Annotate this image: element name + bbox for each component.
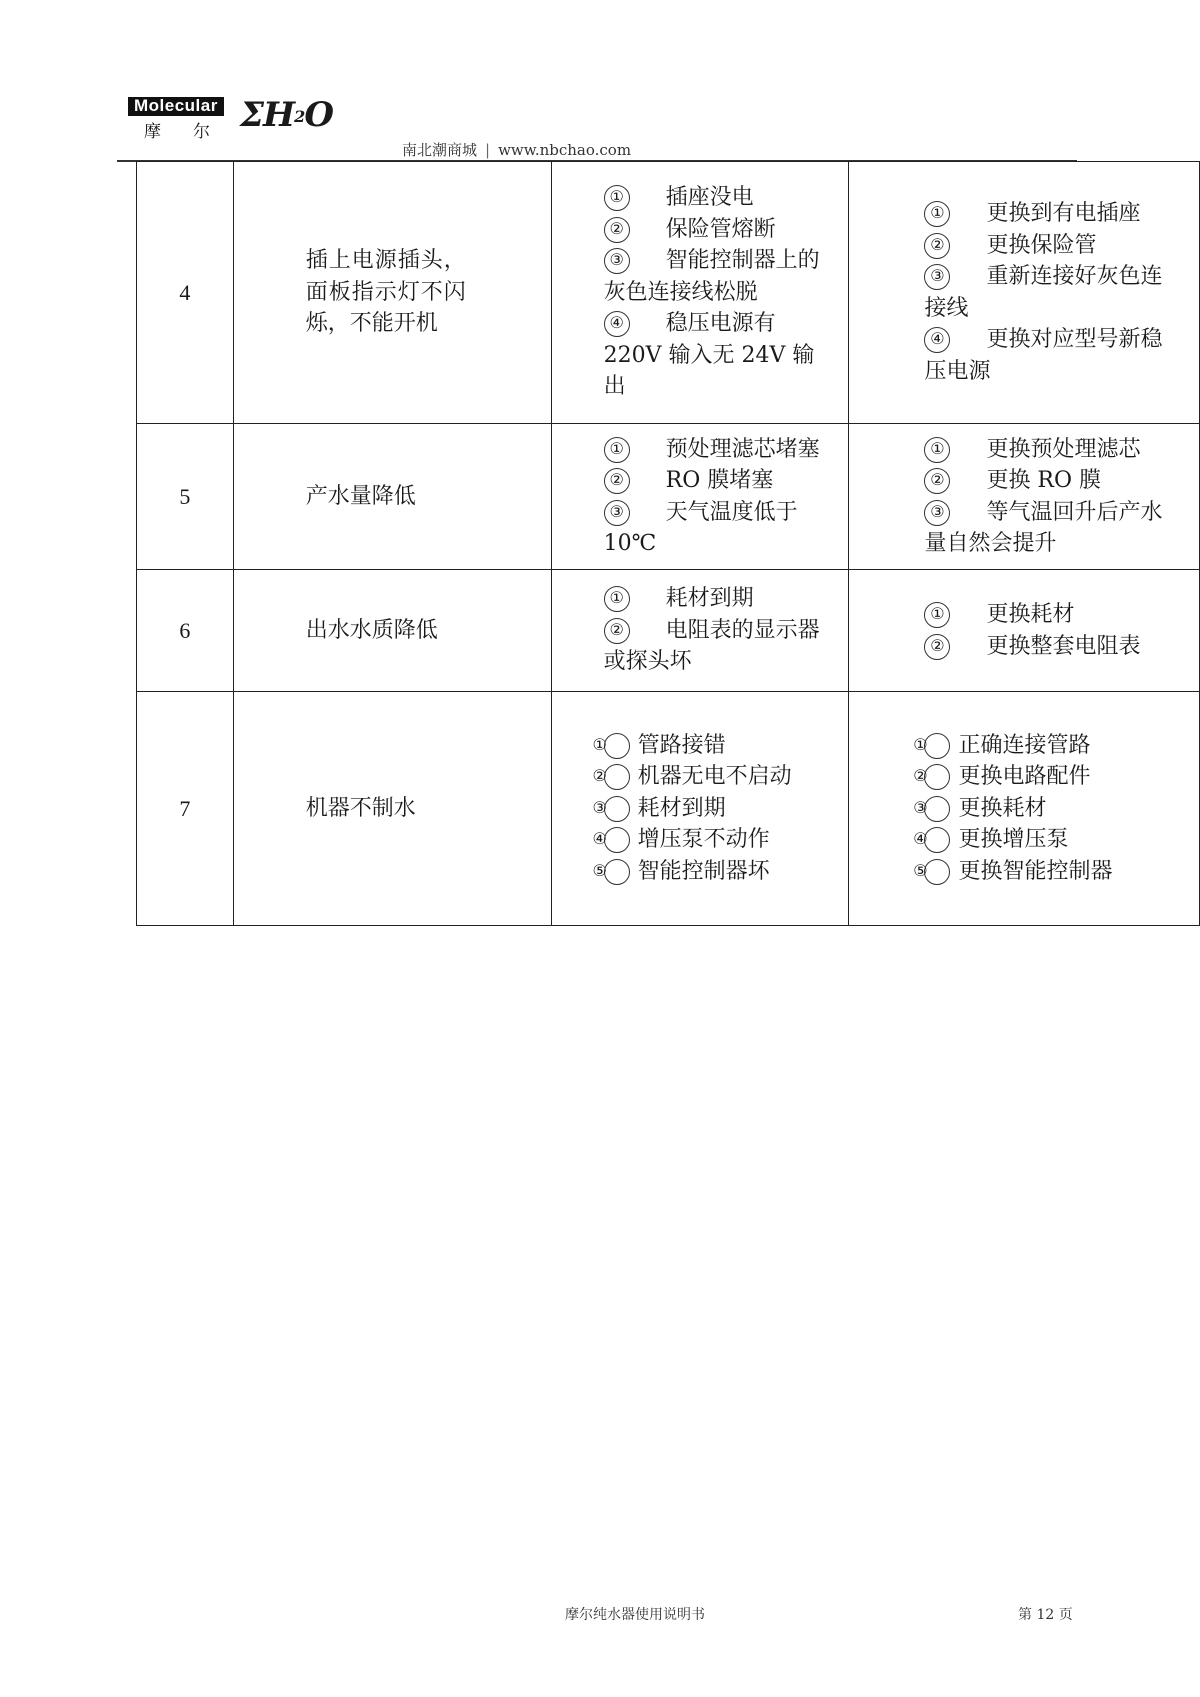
table-row [137, 692, 1200, 926]
fix-item: ① 正确连接管路 [913, 732, 1091, 758]
cause-item: ⑤ 智能控制器坏 [592, 858, 770, 884]
cause-cell [551, 570, 849, 692]
cause-item: ① 预处理滤芯堵塞 [604, 434, 831, 466]
number-badge-icon: ③ [604, 796, 630, 822]
symptom-cell: 机器不制水 [233, 692, 551, 926]
row-number: 6 [137, 570, 234, 692]
cause-item: ② 机器无电不启动 [592, 764, 792, 790]
number-badge-icon: ③ [924, 796, 950, 822]
number-badge-icon: ⑤ [924, 859, 950, 885]
fix-item: ② 更换 RO 膜 [924, 465, 1179, 497]
site-banner [402, 139, 631, 160]
number-badge-icon: ① [604, 185, 630, 211]
number-badge-icon: ③ [604, 248, 630, 274]
fix-item: ② 更换整套电阻表 [924, 631, 1179, 663]
cause-cell [551, 692, 849, 926]
cause-item: ② 电阻表的显示器或探头坏 [603, 617, 820, 675]
symptom-cell: 出水水质降低 [233, 570, 551, 692]
logo-brand-cn: 摩尔 [144, 122, 242, 142]
cause-item: ③ 天气温度低于 10℃ [603, 499, 798, 556]
site-name: 南北潮商城 [402, 141, 478, 159]
number-badge-icon: ② [924, 764, 950, 790]
number-badge-icon: ② [604, 618, 630, 644]
number-badge-icon: ② [604, 764, 630, 790]
number-badge-icon: ② [924, 233, 950, 259]
fix-cell [849, 424, 1200, 570]
cause-item: ④ 增压泵不动作 [592, 827, 770, 853]
fix-item: ② 更换保险管 [924, 230, 1179, 262]
number-badge-icon: ④ [924, 327, 950, 353]
number-badge-icon: ① [924, 602, 950, 628]
fix-item: ④ 更换增压泵 [913, 827, 1069, 853]
logo-h2o-mark: $\Sigma H_2O$ [240, 95, 333, 135]
number-badge-icon: ③ [924, 500, 950, 526]
cause-item: ① 耗材到期 [604, 583, 831, 615]
cause-item: ③ 智能控制器上的灰色连接线松脱 [603, 248, 820, 305]
fix-cell [849, 570, 1200, 692]
number-badge-icon: ① [924, 201, 950, 227]
cause-cell [551, 162, 849, 424]
table-row [137, 162, 1200, 424]
fix-cell [849, 692, 1200, 926]
number-badge-icon: ① [604, 586, 630, 612]
fix-item: ① 更换耗材 [924, 599, 1179, 631]
fix-item: ④ 更换对应型号新稳压电源 [924, 327, 1163, 384]
symptom-cell: 产水量降低 [233, 424, 551, 570]
number-badge-icon: ② [924, 468, 950, 494]
cause-cell [551, 424, 849, 570]
logo-brand-en: Molecular [128, 97, 224, 116]
cause-item: ① 管路接错 [592, 732, 726, 758]
site-url[interactable]: www.nbchao.com [498, 141, 632, 159]
number-badge-icon: ② [924, 634, 950, 660]
site-separator: | [485, 141, 491, 159]
fix-item: ① 更换预处理滤芯 [924, 434, 1179, 466]
fix-item: ③ 更换耗材 [913, 795, 1047, 821]
row-number: 5 [137, 424, 234, 570]
brand-logo [128, 95, 358, 155]
number-badge-icon: ⑤ [604, 859, 630, 885]
fix-item: ⑤ 更换智能控制器 [913, 858, 1113, 884]
symptom-cell: 插上电源插头，面板指示灯不闪烁，不能开机 [233, 162, 551, 424]
number-badge-icon: ② [604, 217, 630, 243]
number-badge-icon: ③ [924, 264, 950, 290]
cause-item: ② 保险管熔断 [604, 214, 831, 246]
table-row [137, 424, 1200, 570]
cause-item: ② RO 膜堵塞 [604, 465, 831, 497]
fix-item: ③ 等气温回升后产水量自然会提升 [924, 499, 1163, 556]
row-number: 4 [137, 162, 234, 424]
fix-cell [849, 162, 1200, 424]
number-badge-icon: ④ [604, 827, 630, 853]
fix-item: ② 更换电路配件 [913, 764, 1091, 790]
footer-page-number: 第 12 页 [1018, 1607, 1073, 1623]
number-badge-icon: ① [604, 437, 630, 463]
cause-item: ③ 耗材到期 [592, 795, 726, 821]
number-badge-icon: ① [924, 733, 950, 759]
fix-item: ③ 重新连接好灰色连接线 [924, 264, 1163, 321]
number-badge-icon: ③ [604, 500, 630, 526]
table-row [137, 570, 1200, 692]
number-badge-icon: ④ [604, 311, 630, 337]
fix-item: ① 更换到有电插座 [924, 198, 1179, 230]
row-number: 7 [137, 692, 234, 926]
number-badge-icon: ② [604, 468, 630, 494]
footer-doc-title: 摩尔纯水器使用说明书 [565, 1607, 705, 1623]
number-badge-icon: ① [924, 437, 950, 463]
number-badge-icon: ④ [924, 827, 950, 853]
number-badge-icon: ① [604, 733, 630, 759]
cause-item: ④ 稳压电源有 220V 输入无 24V 输出 [603, 311, 815, 400]
cause-item: ① 插座没电 [604, 182, 831, 214]
troubleshooting-table [136, 161, 1200, 926]
